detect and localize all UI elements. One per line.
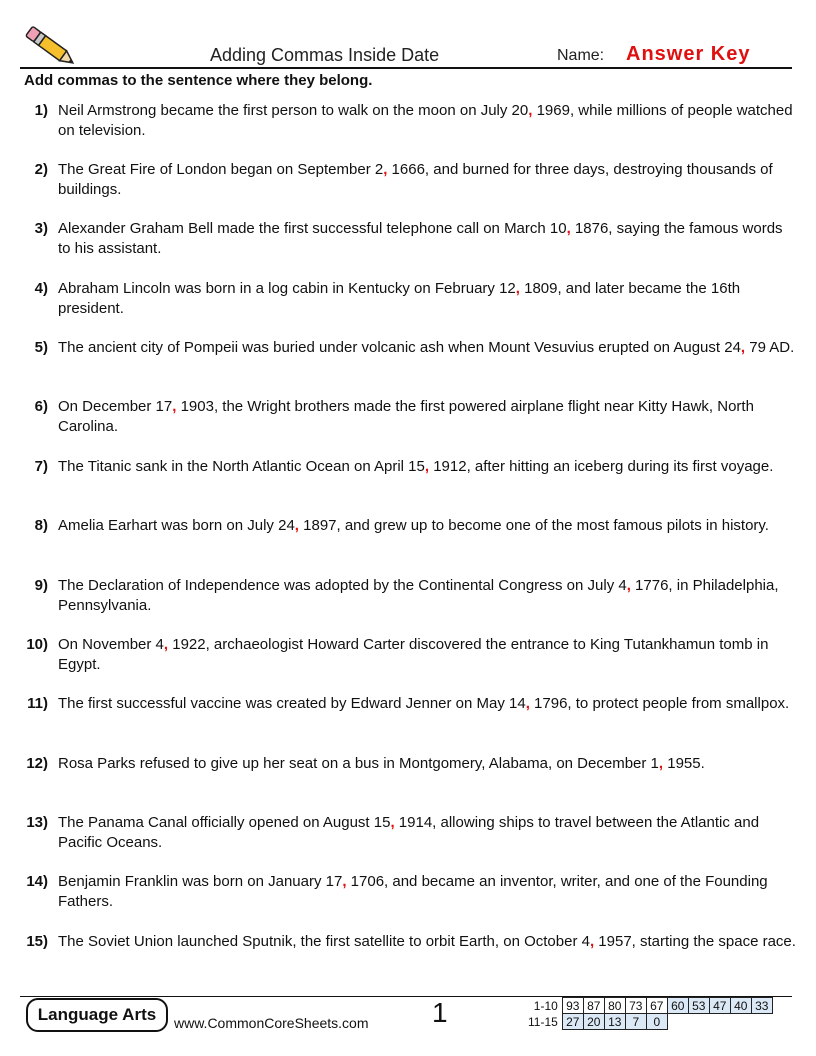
- sentence-start: The Titanic sank in the North Atlantic Ocean on April 15: [58, 458, 425, 475]
- problem-text: [58, 338, 796, 358]
- answer-comma: ,: [528, 102, 533, 119]
- problem-number: 14): [26, 873, 48, 890]
- sentence-start: The ancient city of Pompeii was buried under volcanic ash when Mount Vesuvius erupted on August 24: [58, 339, 741, 356]
- score-table: [528, 997, 773, 1030]
- problem-text: [58, 516, 796, 536]
- instructions: Add commas to the sentence where they belong.: [24, 72, 373, 89]
- problem-text: [58, 694, 796, 714]
- sentence-end: 1955.: [663, 755, 705, 772]
- score-row: [528, 1014, 772, 1030]
- subject-badge: Language Arts: [26, 998, 168, 1032]
- problem-number: 9): [34, 577, 48, 594]
- sentence-end: 1897, and grew up to become one of the most famous pilots in history.: [298, 517, 769, 534]
- score-cell: 0: [646, 1014, 667, 1030]
- answer-key-label: Answer Key: [626, 43, 751, 65]
- sentence-end: 1914, allowing ships to travel between the Atlantic and Pacific Oceans.: [58, 814, 760, 851]
- score-row-label: 11-15: [528, 1014, 558, 1029]
- sentence-end: 1957, starting the space race.: [594, 933, 796, 950]
- score-cell: 20: [583, 1014, 604, 1030]
- score-row: [528, 998, 772, 1014]
- problem-number: 6): [34, 398, 48, 415]
- answer-comma: ,: [566, 220, 571, 237]
- sentence-end: 1776, in Philadelphia, Pennsylvania.: [58, 577, 779, 614]
- problem-number: 2): [34, 161, 48, 178]
- sentence-start: On December 17: [58, 398, 173, 415]
- answer-comma: ,: [515, 280, 520, 297]
- problem-text: [58, 160, 796, 199]
- problem-text: [58, 754, 796, 774]
- page-number: 1: [432, 997, 448, 1028]
- problem-text: [58, 813, 796, 852]
- problem-number: 1): [34, 102, 48, 119]
- score-cell: 40: [730, 998, 751, 1014]
- sentence-end: 1809, and later became the 16th president.: [58, 280, 741, 317]
- problem-text: [58, 932, 796, 952]
- sentence-end: 1903, the Wright brothers made the first powered airplane flight near Kitty Hawk, North Carolina.: [58, 398, 754, 435]
- sentence-start: Alexander Graham Bell made the first successful telephone call on March 10: [58, 220, 567, 237]
- score-cell: 47: [709, 998, 730, 1014]
- score-cell: 53: [688, 998, 709, 1014]
- sentence-end: 1796, to protect people from smallpox.: [529, 695, 790, 712]
- score-cell: 80: [604, 998, 625, 1014]
- sentence-start: Abraham Lincoln was born in a log cabin in Kentucky on February 12: [58, 280, 516, 297]
- answer-comma: ,: [525, 695, 530, 712]
- sentence-end: 79 AD.: [745, 339, 795, 356]
- score-row-label: 1-10: [533, 998, 558, 1013]
- problem-number: 4): [34, 280, 48, 297]
- sentence-end: 1922, archaeologist Howard Carter discovered the entrance to King Tutankhamun tomb in Egypt.: [58, 636, 769, 673]
- problem-text: [58, 457, 796, 477]
- score-cell: 73: [625, 998, 646, 1014]
- answer-comma: ,: [383, 161, 388, 178]
- score-cell: 33: [751, 998, 772, 1014]
- answer-comma: ,: [172, 398, 177, 415]
- score-cell: 93: [562, 998, 583, 1014]
- problem-number: 15): [26, 933, 48, 950]
- problem-number: 12): [26, 755, 48, 772]
- problem-text: [58, 635, 796, 674]
- score-cell: 60: [667, 998, 688, 1014]
- sentence-end: 1876, saying the famous words to his assistant.: [58, 220, 783, 257]
- problem-number: 3): [34, 220, 48, 237]
- score-cell: 13: [604, 1014, 625, 1030]
- sentence-start: Amelia Earhart was born on July 24: [58, 517, 295, 534]
- sentence-start: The Great Fire of London began on September 2: [58, 161, 384, 178]
- sentence-end: 1912, after hitting an iceberg during its first voyage.: [429, 458, 774, 475]
- answer-comma: ,: [342, 873, 347, 890]
- answer-comma: ,: [626, 577, 631, 594]
- sentence-start: Neil Armstrong became the first person to walk on the moon on July 20: [58, 102, 529, 119]
- page-title: Adding Commas Inside Date: [210, 45, 440, 65]
- score-cell: 87: [583, 998, 604, 1014]
- sentence-start: The first successful vaccine was created by Edward Jenner on May 14: [58, 695, 526, 712]
- problem-number: 7): [34, 458, 48, 475]
- answer-comma: ,: [589, 933, 595, 950]
- name-label: Name:: [557, 47, 605, 64]
- sentence-end: 1706, and became an inventor, writer, and one of the Founding Fathers.: [58, 873, 768, 910]
- pencil-icon: [22, 24, 80, 70]
- score-cell: 7: [625, 1014, 646, 1030]
- problem-number: 11): [27, 695, 48, 712]
- sentence-start: Benjamin Franklin was born on January 17: [58, 873, 343, 890]
- problem-text: [58, 279, 796, 318]
- problem-text: [58, 397, 796, 436]
- answer-comma: ,: [740, 339, 746, 356]
- score-cell: 67: [646, 998, 667, 1014]
- sentence-start: The Declaration of Independence was adopted by the Continental Congress on July 4: [58, 577, 627, 594]
- problem-number: 10): [26, 636, 48, 653]
- problem-text: [58, 872, 796, 911]
- problem-text: [58, 101, 796, 140]
- sentence-start: On November 4: [58, 636, 164, 653]
- sentence-start: The Soviet Union launched Sputnik, the first satellite to orbit Earth, on October 4: [58, 933, 590, 950]
- problem-text: [58, 219, 796, 258]
- problem-number: 5): [34, 339, 48, 356]
- sentence-start: The Panama Canal officially opened on August 15: [58, 814, 391, 831]
- score-cell: 27: [562, 1014, 583, 1030]
- answer-comma: ,: [163, 636, 169, 653]
- answer-comma: ,: [390, 814, 395, 831]
- sentence-end: 1666, and burned for three days, destroying thousands of buildings.: [58, 161, 773, 198]
- problem-number: 13): [26, 814, 48, 831]
- site-url: www.CommonCoreSheets.com: [174, 1015, 369, 1031]
- answer-comma: ,: [658, 755, 664, 772]
- sentence-start: Rosa Parks refused to give up her seat on a bus in Montgomery, Alabama, on December 1: [58, 755, 659, 772]
- header-divider: [20, 67, 792, 69]
- answer-comma: ,: [424, 458, 430, 475]
- sentence-end: 1969, while millions of people watched on television.: [58, 102, 793, 139]
- problem-text: [58, 576, 796, 615]
- answer-comma: ,: [294, 517, 299, 534]
- problem-number: 8): [34, 517, 48, 534]
